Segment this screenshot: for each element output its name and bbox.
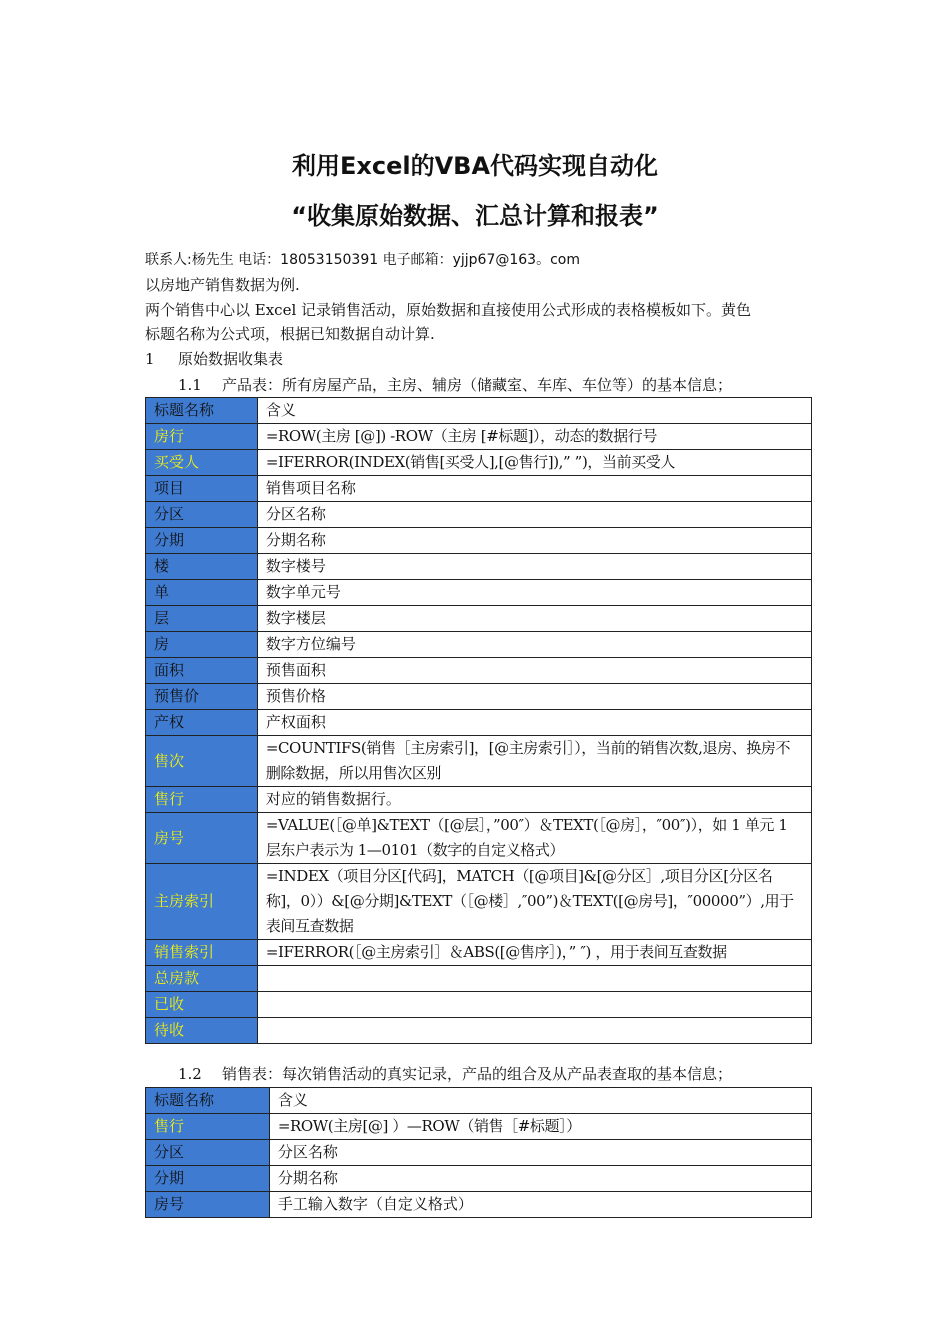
field-name-cell: 总房款 <box>146 966 258 992</box>
table-row <box>146 450 812 476</box>
header-key-cell: 标题名称 <box>146 398 258 424</box>
field-meaning-cell: =IFERROR(［@主房索引］＆ABS([@售序］)，” ″) ，用于表间互查数据 <box>257 940 811 966</box>
field-name-cell: 主房索引 <box>146 864 258 940</box>
table-row <box>146 684 812 710</box>
table-row <box>146 632 812 658</box>
field-meaning-cell <box>257 992 811 1018</box>
field-name-cell: 项目 <box>146 476 258 502</box>
table-row <box>146 1166 812 1192</box>
field-meaning-cell: =VALUE(［@单]&TEXT（[@层］，”00″）＆TEXT(［@房］，″00″)），如 1 单元 1 层东户表示为 1—0101（数字的自定义格式） <box>257 813 811 864</box>
field-name-cell: 房 <box>146 632 258 658</box>
section-1-2-number: 1.2 <box>178 1065 202 1083</box>
table-row <box>146 502 812 528</box>
table-row <box>146 1018 812 1044</box>
table-row <box>146 864 812 940</box>
field-name-cell: 房号 <box>146 813 258 864</box>
field-name-cell: 分期 <box>146 1166 270 1192</box>
field-meaning-cell: 数字楼层 <box>257 606 811 632</box>
field-name-cell: 分期 <box>146 528 258 554</box>
field-meaning-cell: =COUNTIFS(销售［主房索引]，[@主房索引］），当前的销售次数,退房、换房不删除数据，所以用售次区别 <box>257 736 811 787</box>
field-name-cell: 面积 <box>146 658 258 684</box>
field-name-cell: 单 <box>146 580 258 606</box>
table-row <box>146 787 812 813</box>
field-meaning-cell: =ROW(主房 [@]) -ROW（主房 [#标题]），动态的数据行号 <box>257 424 811 450</box>
field-meaning-cell: 数字单元号 <box>257 580 811 606</box>
field-meaning-cell: 分区名称 <box>257 502 811 528</box>
product-table <box>145 397 812 1044</box>
field-name-cell: 房号 <box>146 1192 270 1218</box>
field-meaning-cell: 产权面积 <box>257 710 811 736</box>
field-name-cell: 买受人 <box>146 450 258 476</box>
field-meaning-cell: =ROW(主房[@] ）—ROW（销售［#标题］） <box>269 1114 811 1140</box>
contact-line: 联系人:杨先生 电话：18053150391 电子邮箱：yjjp67@163。com <box>145 252 580 268</box>
field-name-cell: 已收 <box>146 992 258 1018</box>
field-meaning-cell: 数字楼号 <box>257 554 811 580</box>
table-row <box>146 940 812 966</box>
sales-table <box>145 1087 812 1218</box>
table-row <box>146 476 812 502</box>
section-1-2-title: 销售表：每次销售活动的真实记录，产品的组合及从产品表查取的基本信息； <box>222 1065 733 1083</box>
field-meaning-cell: 预售面积 <box>257 658 811 684</box>
section-1-1-title: 产品表：所有房屋产品，主房、辅房（储藏室、车库、车位等）的基本信息； <box>222 376 733 394</box>
field-name-cell: 预售价 <box>146 684 258 710</box>
section-1-number: 1 <box>145 350 155 368</box>
header-key-cell: 标题名称 <box>146 1088 270 1114</box>
field-name-cell: 房行 <box>146 424 258 450</box>
field-meaning-cell: 分期名称 <box>269 1166 811 1192</box>
field-name-cell: 层 <box>146 606 258 632</box>
table-row <box>146 736 812 787</box>
intro-paragraph-1: 以房地产销售数据为例. <box>145 276 300 294</box>
table-row <box>146 424 812 450</box>
field-name-cell: 分区 <box>146 1140 270 1166</box>
header-value-cell: 含义 <box>269 1088 811 1114</box>
field-name-cell: 产权 <box>146 710 258 736</box>
field-name-cell: 售次 <box>146 736 258 787</box>
section-1-1-number: 1.1 <box>178 376 202 394</box>
field-meaning-cell <box>257 966 811 992</box>
field-name-cell: 待收 <box>146 1018 258 1044</box>
table-row <box>146 580 812 606</box>
field-meaning-cell: =INDEX（项目分区[代码]，MATCH（[@项目]&[@分区］,项目分区[分区名称]，0））&[@分期]&TEXT（［@楼］,″00”)＆TEXT([@房号]，″00000”）,用于表间互查数据 <box>257 864 811 940</box>
field-name-cell: 楼 <box>146 554 258 580</box>
field-meaning-cell: 预售价格 <box>257 684 811 710</box>
table-row <box>146 992 812 1018</box>
field-name-cell: 售行 <box>146 1114 270 1140</box>
field-meaning-cell: 手工输入数字（自定义格式） <box>269 1192 811 1218</box>
field-meaning-cell: 销售项目名称 <box>257 476 811 502</box>
field-meaning-cell: 分区名称 <box>269 1140 811 1166</box>
table-row <box>146 1140 812 1166</box>
intro-paragraph-2: 两个销售中心以 Excel 记录销售活动，原始数据和直接使用公式形成的表格模板如下。黄色 <box>145 301 752 319</box>
table-row <box>146 1114 812 1140</box>
table-row <box>146 1192 812 1218</box>
table-row <box>146 554 812 580</box>
table-row <box>146 813 812 864</box>
table-row <box>146 528 812 554</box>
table-row <box>146 710 812 736</box>
table-row <box>146 658 812 684</box>
field-meaning-cell: 分期名称 <box>257 528 811 554</box>
table-header-row <box>146 398 812 424</box>
field-meaning-cell: =IFERROR(INDEX(销售[买受人],[@售行]),” ”)，当前买受人 <box>257 450 811 476</box>
field-name-cell: 销售索引 <box>146 940 258 966</box>
field-meaning-cell <box>257 1018 811 1044</box>
table-row <box>146 966 812 992</box>
table-header-row <box>146 1088 812 1114</box>
header-value-cell: 含义 <box>257 398 811 424</box>
field-name-cell: 分区 <box>146 502 258 528</box>
section-1-title: 原始数据收集表 <box>178 350 284 368</box>
field-name-cell: 售行 <box>146 787 258 813</box>
table-row <box>146 606 812 632</box>
document-title-line1: 利用Excel的VBA代码实现自动化 <box>291 152 659 180</box>
field-meaning-cell: 数字方位编号 <box>257 632 811 658</box>
field-meaning-cell: 对应的销售数据行。 <box>257 787 811 813</box>
document-title-line2: “收集原始数据、汇总计算和报表” <box>291 202 659 230</box>
intro-paragraph-3: 标题名称为公式项，根据已知数据自动计算. <box>145 325 435 343</box>
